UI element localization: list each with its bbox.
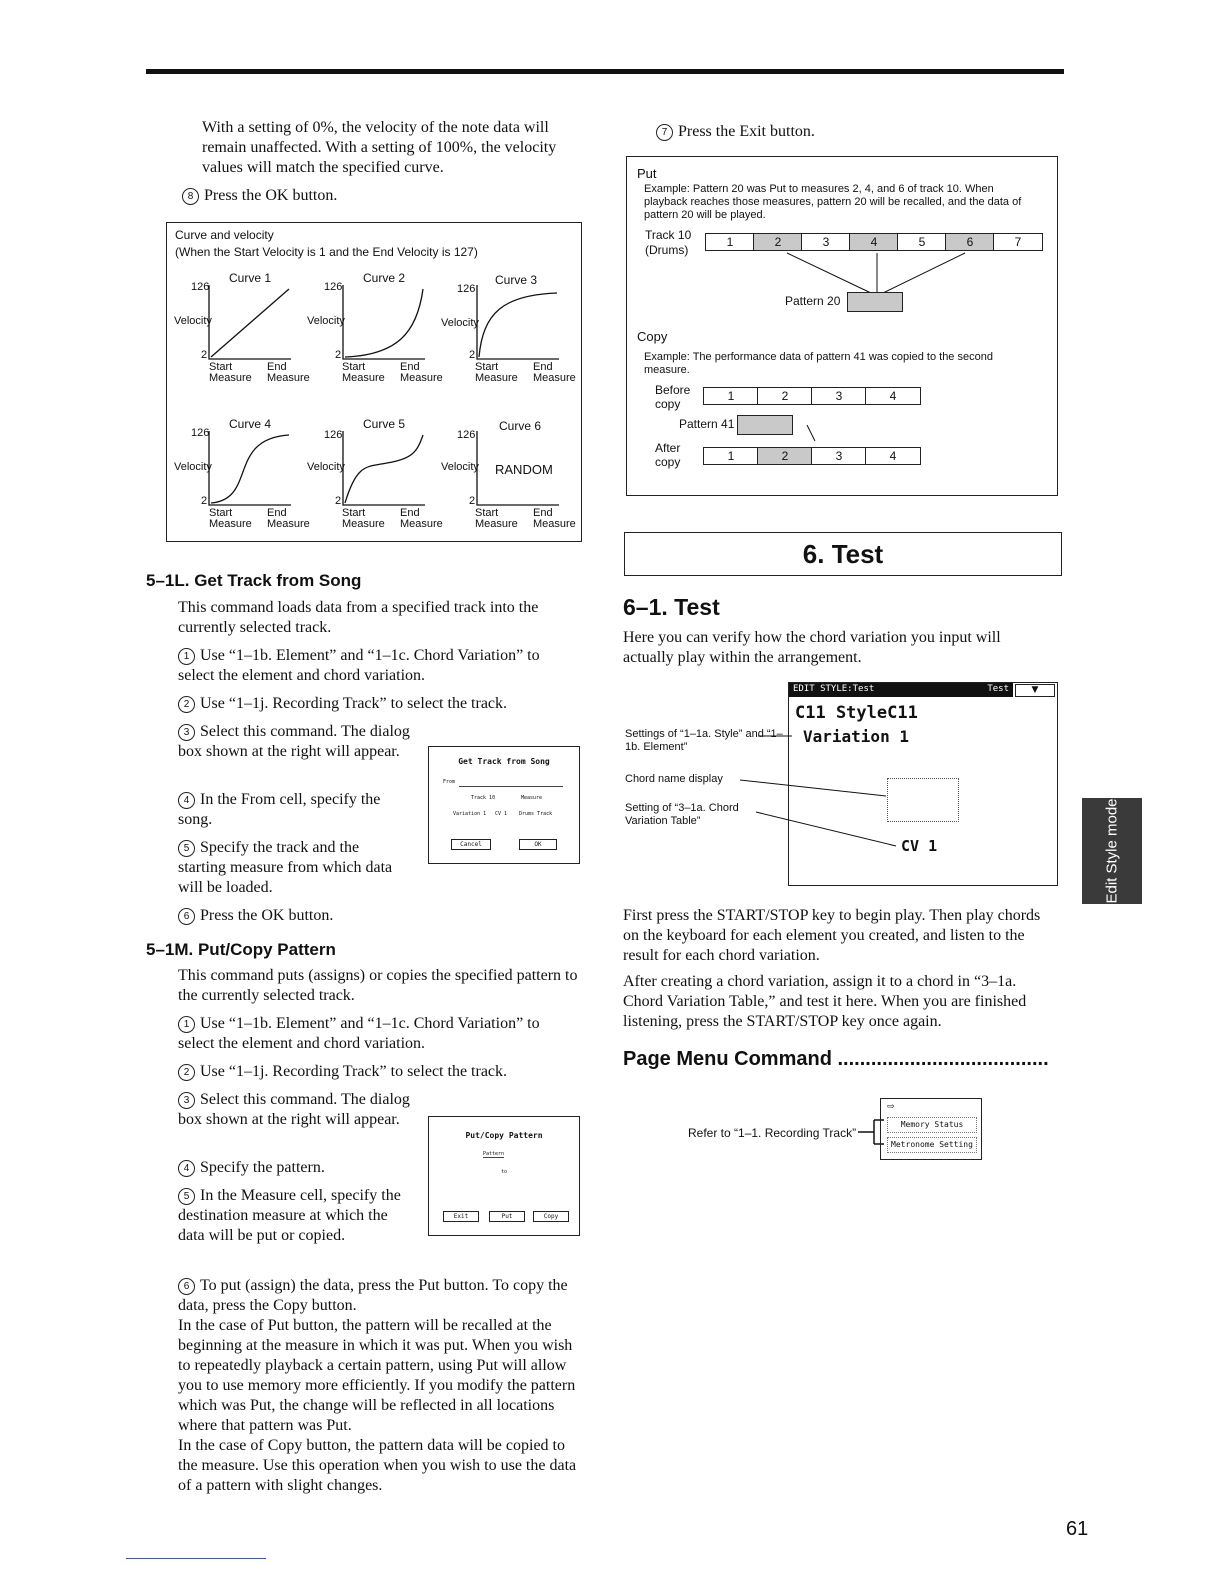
intro-paragraph: With a setting of 0%, the velocity of the note data will remain unaffected. With a setting of 100%, the velocity values will match the specified curve.	[202, 119, 557, 176]
step-text: Select this command. The dialog box shown at the right will appear.	[178, 723, 410, 760]
curve-velocity-box	[166, 222, 582, 542]
measure-cell: 2	[757, 447, 813, 465]
metronome-setting-item[interactable]: Metronome Setting	[887, 1137, 977, 1153]
step-number: 3	[178, 724, 195, 741]
x-end-label: End Measure	[400, 361, 443, 384]
side-tab-label: Edit Style mode	[1103, 798, 1121, 904]
curve-4-title: Curve 4	[229, 417, 272, 431]
page-menu-button[interactable]	[1015, 684, 1055, 697]
step-text: Use “1–1b. Element” and “1–1c. Chord Variation” to select the element and chord variation.	[178, 647, 540, 684]
refer-text: Refer to “1–1. Recording Track”	[688, 1126, 857, 1140]
curve-2-axes	[343, 285, 425, 359]
step-m-1	[178, 1014, 578, 1054]
step-text: Use “1–1b. Element” and “1–1c. Chord Variation” to select the element and chord variation.	[178, 1015, 540, 1052]
step-m-4	[178, 1158, 410, 1178]
y-top-label: 126	[324, 429, 343, 441]
step-text: Specify the track and the starting measure from which data will be loaded.	[178, 839, 393, 896]
section-5-1m-title: 5–1M. Put/Copy Pattern	[146, 940, 336, 959]
page-number: 61	[1066, 1518, 1089, 1540]
lcd-header	[789, 683, 1013, 697]
step-l-1	[178, 646, 578, 686]
dialog-cv: CV 1	[495, 811, 508, 817]
y-axis-label: Velocity	[441, 317, 479, 329]
measure-cell: 6	[945, 233, 995, 251]
x-start-label: Start Measure	[475, 507, 518, 530]
step-m-5	[178, 1186, 418, 1246]
measure-cell: 7	[993, 233, 1043, 251]
curve-2-title: Curve 2	[363, 271, 406, 285]
step-m-6	[178, 1256, 578, 1496]
arrow-line	[807, 425, 815, 441]
section-6-1-title: 6–1. Test	[623, 594, 720, 620]
random-label: RANDOM	[495, 462, 553, 477]
y-axis-label: Velocity	[307, 461, 345, 473]
measure-cell: 1	[703, 447, 759, 465]
lcd-label-style: Settings of “1–1a. Style” and “1–1b. Element”	[625, 728, 783, 753]
copy-button[interactable]: Copy	[533, 1211, 569, 1222]
x-start-label: Start Measure	[342, 361, 385, 384]
step-text: Press the Exit button.	[678, 123, 815, 140]
measure-cell: 5	[897, 233, 947, 251]
curve-5-title: Curve 5	[363, 417, 406, 431]
curve-1-line	[211, 289, 289, 357]
x-start-label: Start Measure	[475, 361, 518, 384]
get-track-dialog	[428, 746, 580, 864]
step-number: 6	[178, 1278, 195, 1295]
curve-4-line	[211, 435, 289, 503]
step-l-2	[178, 694, 578, 714]
x-end-label: End Measure	[267, 507, 310, 530]
x-end-label: End Measure	[533, 361, 576, 384]
menu-arrow-icon: ⇨	[887, 1102, 895, 1112]
section-5-1l-desc: This command loads data from a specified track into the currently selected track.	[178, 599, 539, 636]
step-text: Press the OK button.	[200, 907, 334, 924]
footer-rule	[126, 1558, 266, 1559]
step-number: 1	[178, 1016, 195, 1033]
curve-box-subtitle: (When the Start Velocity is 1 and the End Velocity is 127)	[175, 245, 478, 259]
y-bottom-label: 2	[201, 349, 208, 361]
step-number: 2	[178, 696, 195, 713]
step-text: To put (assign) the data, press the Put button. To copy the data, press the Copy button. In the case of Put button, the pattern will be recalled at the beginning at the measure in which it was put. When you wish to repeatedly playback a certain pattern, using Put will allow you to use memory more efficiently. If you modify the pattern which was Put, the change will be reflected in all locations where that pattern was Put. In the case of Copy button, the pattern data will be copied to the measure. Use this operation when you wish to use the data of a pattern with slight changes.	[178, 1277, 577, 1494]
curve-4-axes	[209, 431, 291, 505]
x-end-label: End Measure	[533, 507, 576, 530]
y-bottom-label: 2	[469, 495, 476, 507]
step-l-3	[178, 722, 410, 762]
step-number: 1	[178, 648, 195, 665]
step-l-6	[178, 906, 578, 926]
y-bottom-label: 2	[469, 349, 476, 361]
step-text: In the From cell, specify the song.	[178, 791, 381, 828]
step-number: 3	[178, 1092, 195, 1109]
page-menu-dots: ......................................	[837, 1048, 1049, 1070]
measure-cell: 4	[865, 387, 921, 405]
y-top-label: 126	[457, 429, 476, 441]
measure-cell: 4	[849, 233, 899, 251]
put-button[interactable]: Put	[489, 1211, 525, 1222]
step-number: 4	[178, 1160, 195, 1177]
dialog-measure-field[interactable]: Measure	[521, 795, 543, 801]
dialog-song-field[interactable]	[459, 778, 563, 787]
put-arrows	[627, 157, 1057, 495]
step-text: Use “1–1j. Recording Track” to select the track.	[200, 695, 508, 712]
before-copy-label: Before copy	[655, 383, 691, 411]
arrow-line	[883, 253, 965, 293]
section-5-1l-title: 5–1L. Get Track from Song	[146, 571, 362, 590]
after-copy-strip	[703, 447, 923, 465]
after-copy-label: After copy	[655, 441, 681, 469]
y-top-label: 126	[191, 281, 210, 293]
y-top-label: 126	[457, 283, 476, 295]
curve-3-line	[479, 293, 557, 357]
step-l-5	[178, 838, 410, 898]
chapter-box	[624, 532, 1062, 576]
curve-6-title: Curve 6	[499, 419, 542, 433]
measure-cell: 1	[703, 387, 759, 405]
step-7	[656, 122, 1056, 142]
measure-cell: 3	[801, 233, 851, 251]
curve-2-line	[345, 289, 423, 357]
dialog-variation: Variation 1	[453, 811, 487, 817]
top-rule	[146, 69, 1064, 74]
y-axis-label: Velocity	[307, 315, 345, 327]
exit-button[interactable]: Exit	[443, 1211, 479, 1222]
step-number: 5	[178, 840, 195, 857]
step-number: 4	[178, 792, 195, 809]
step-m-3	[178, 1090, 410, 1130]
curve-box-title: Curve and velocity	[175, 228, 274, 242]
chapter-title: 6. Test	[802, 539, 884, 569]
y-axis-label: Velocity	[174, 315, 212, 327]
test-paragraph-1: First press the START/STOP key to begin play. Then play chords on the keyboard for each element you created, and listen to the result for each chord variation.	[623, 907, 1041, 964]
cancel-button[interactable]: Cancel	[451, 839, 491, 850]
dialog-pattern-field[interactable]: Pattern	[483, 1151, 505, 1157]
step-number: 7	[656, 124, 673, 141]
lcd-variation-line: Variation 1	[803, 727, 909, 746]
pattern41-block	[737, 415, 793, 435]
lcd-label-variation-table: Setting of “3–1a. Chord Variation Table”	[625, 802, 739, 827]
measure-cell: 2	[757, 387, 813, 405]
section-5-1m-desc: This command puts (assigns) or copies the specified pattern to the currently selected track.	[178, 967, 578, 1004]
step-m-2	[178, 1062, 578, 1082]
dialog-title: Put/Copy Pattern	[465, 1131, 543, 1140]
dialog-track-field[interactable]: Track 10	[471, 795, 496, 801]
before-copy-strip	[703, 387, 923, 405]
measure-cell: 2	[753, 233, 803, 251]
track-label: Track 10	[645, 228, 692, 242]
y-top-label: 126	[324, 281, 343, 293]
pattern20-block	[847, 292, 903, 312]
lcd-label-chord-name: Chord name display	[625, 773, 723, 785]
copy-example: Example: The performance data of pattern 41 was copied to the second measure.	[644, 351, 993, 376]
step-text: Use “1–1j. Recording Track” to select the track.	[200, 1063, 508, 1080]
lcd-style-line: C11 StyleC11	[795, 703, 918, 723]
chevron-down-icon: ▼	[1031, 685, 1039, 695]
dialog-from-label: From	[443, 779, 456, 785]
y-bottom-label: 2	[335, 349, 342, 361]
measure-cell: 3	[811, 387, 867, 405]
arrow-line	[787, 253, 871, 293]
step-number: 5	[178, 1188, 195, 1205]
page-menu-popup	[880, 1098, 982, 1160]
dialog-title: Get Track from Song	[458, 757, 550, 766]
measure-cell: 3	[811, 447, 867, 465]
x-start-label: Start Measure	[342, 507, 385, 530]
curve-3-title: Curve 3	[495, 273, 538, 287]
y-bottom-label: 2	[335, 495, 342, 507]
memory-status-item[interactable]: Memory Status	[887, 1117, 977, 1133]
curve-5-axes	[343, 431, 425, 505]
copy-title: Copy	[637, 329, 668, 344]
step-text: Press the OK button.	[204, 187, 338, 204]
measure-cell: 1	[705, 233, 755, 251]
chord-name-display	[887, 778, 959, 822]
step-8	[182, 186, 582, 206]
lcd-cv[interactable]: CV 1	[901, 837, 938, 855]
drums-label: (Drums)	[645, 243, 689, 257]
ok-button[interactable]: OK	[519, 839, 557, 850]
lcd-tab[interactable]: Test	[987, 684, 1009, 694]
lcd-test-screen	[788, 682, 1058, 886]
pattern41-label: Pattern 41	[679, 417, 735, 431]
page-menu-title: Page Menu Command	[623, 1048, 832, 1070]
measure-cell: 4	[865, 447, 921, 465]
y-axis-label: Velocity	[174, 461, 212, 473]
dialog-to-label: to	[501, 1169, 508, 1175]
test-paragraph-2: After creating a chord variation, assign it to a chord in “3–1a. Chord Variation Table,” and test it here. When you are finished listening, press the START/STOP key once again.	[623, 973, 1027, 1030]
y-top-label: 126	[191, 427, 210, 439]
x-end-label: End Measure	[267, 361, 310, 384]
step-text: Select this command. The dialog box shown at the right will appear.	[178, 1091, 410, 1128]
page-menu-heading	[623, 1048, 1049, 1071]
dialog-drums: Drums Track	[519, 811, 553, 817]
pattern20-label: Pattern 20	[785, 294, 841, 308]
put-copy-dialog	[428, 1116, 580, 1236]
step-text: In the Measure cell, specify the destination measure at which the data will be put or copied.	[178, 1187, 401, 1244]
x-start-label: Start Measure	[209, 507, 252, 530]
put-example: Example: Pattern 20 was Put to measures 2, 4, and 6 of track 10. When playback reaches those measures, pattern 20 will be recalled, and the data of pattern 20 will be played.	[644, 183, 1022, 221]
put-title: Put	[637, 166, 657, 181]
step-l-4	[178, 790, 410, 830]
step-number: 8	[182, 188, 199, 205]
step-text: Specify the pattern.	[200, 1159, 325, 1176]
section-6-1-desc: Here you can verify how the chord variation you input will actually play within the arrangement.	[623, 629, 1001, 666]
step-number: 6	[178, 908, 195, 925]
y-axis-label: Velocity	[441, 461, 479, 473]
lcd-header-text: EDIT STYLE:Test	[793, 684, 875, 694]
edit-style-mode-tab	[1082, 798, 1142, 904]
put-copy-example-box	[626, 156, 1058, 496]
curve-1-title: Curve 1	[229, 271, 272, 285]
y-bottom-label: 2	[201, 495, 208, 507]
step-number: 2	[178, 1064, 195, 1081]
x-end-label: End Measure	[400, 507, 443, 530]
curve-5-line	[345, 435, 423, 503]
x-start-label: Start Measure	[209, 361, 252, 384]
